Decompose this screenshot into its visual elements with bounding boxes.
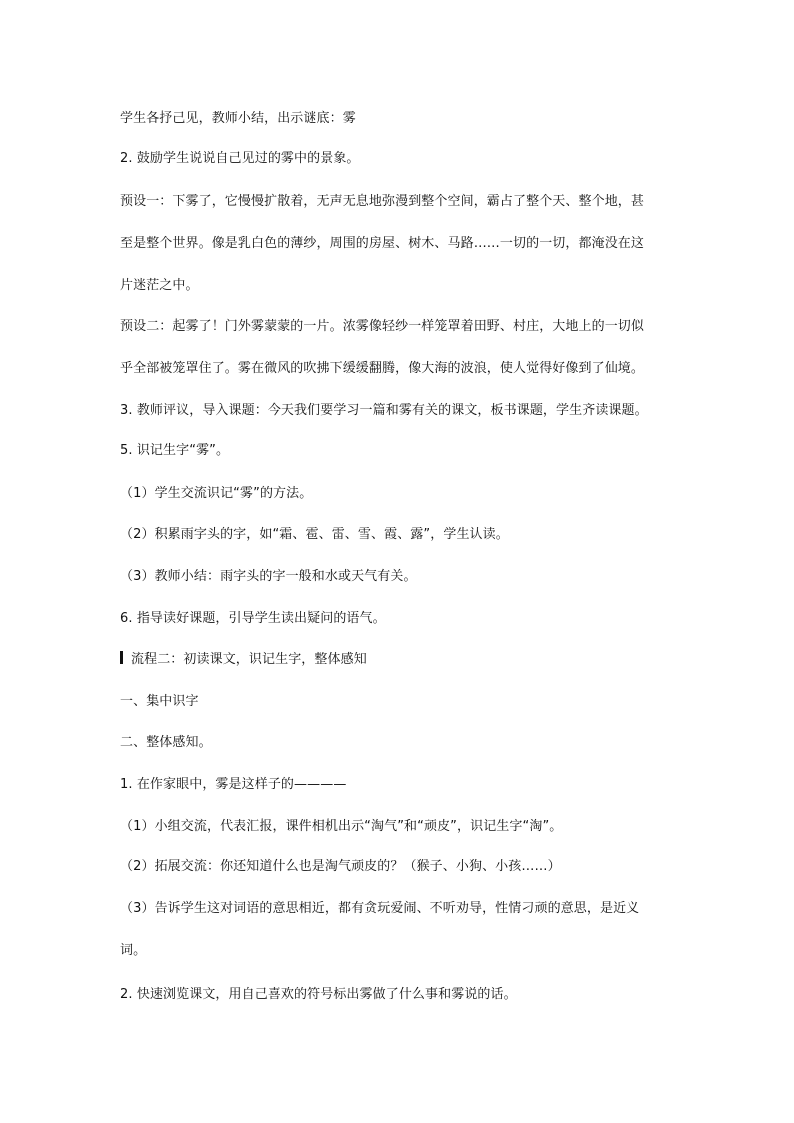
text-line: 1. 在作家眼中，雾是这样子的————	[120, 777, 347, 792]
heading-bar	[120, 651, 123, 664]
text-line: 3. 教师评议，导入课题：今天我们要学习一篇和雾有关的课文，板书课题，学生齐读课题。	[120, 403, 648, 418]
text-line: （2）拓展交流：你还知道什么也是淘气顽皮的？（猴子、小狗、小孩……）	[120, 859, 561, 874]
text-line: （2）积累雨字头的字，如“霜、雹、雷、雪、霞、露”，学生认读。	[120, 527, 509, 542]
text-line: 2. 快速浏览课文，用自己喜欢的符号标出雾做了什么事和雾说的话。	[120, 987, 517, 1002]
text-line: 学生各抒己见，教师小结，出示谜底：雾	[120, 111, 356, 126]
text-line: 片迷茫之中。	[120, 278, 199, 293]
section-heading	[120, 651, 760, 669]
text-line: 预设二：起雾了！门外雾蒙蒙的一片。浓雾像轻纱一样笼罩着田野、村庄，大地上的一切似	[120, 319, 645, 334]
text-line: 预设一：下雾了，它慢慢扩散着，无声无息地弥漫到整个空间，霸占了整个天、整个地，甚	[120, 194, 645, 209]
text-line: 至是整个世界。像是乳白色的薄纱，周围的房屋、树木、马路……一切的一切，都淹没在这	[120, 236, 645, 251]
text-line: 5. 识记生字“雾”。	[120, 443, 230, 458]
text-line: 2. 鼓励学生说说自己见过的雾中的景象。	[120, 151, 360, 166]
text-line: 一、集中识字	[120, 694, 199, 709]
text-line: 乎全部被笼罩住了。雾在微风的吹拂下缓缓翻腾，像大海的波浪，使人觉得好像到了仙境。	[120, 361, 645, 376]
text-line: （1）学生交流识记“雾”的方法。	[120, 486, 313, 501]
text-line: 二、整体感知。	[120, 735, 212, 750]
text-line: （3）告诉学生这对词语的意思相近，都有贪玩爱闹、不听劝导，性情刁顽的意思，是近义	[120, 901, 640, 916]
text-line: （3）教师小结：雨字头的字一般和水或天气有关。	[120, 569, 417, 584]
text-line: 6. 指导读好课题，引导学生读出疑问的语气。	[120, 611, 386, 626]
text-line: 词。	[120, 943, 147, 958]
section-heading-text: 流程二：初读课文，识记生字，整体感知	[131, 652, 367, 667]
text-line: （1）小组交流，代表汇报，课件相机出示“淘气”和“顽皮”，识记生字“淘”。	[120, 819, 563, 834]
